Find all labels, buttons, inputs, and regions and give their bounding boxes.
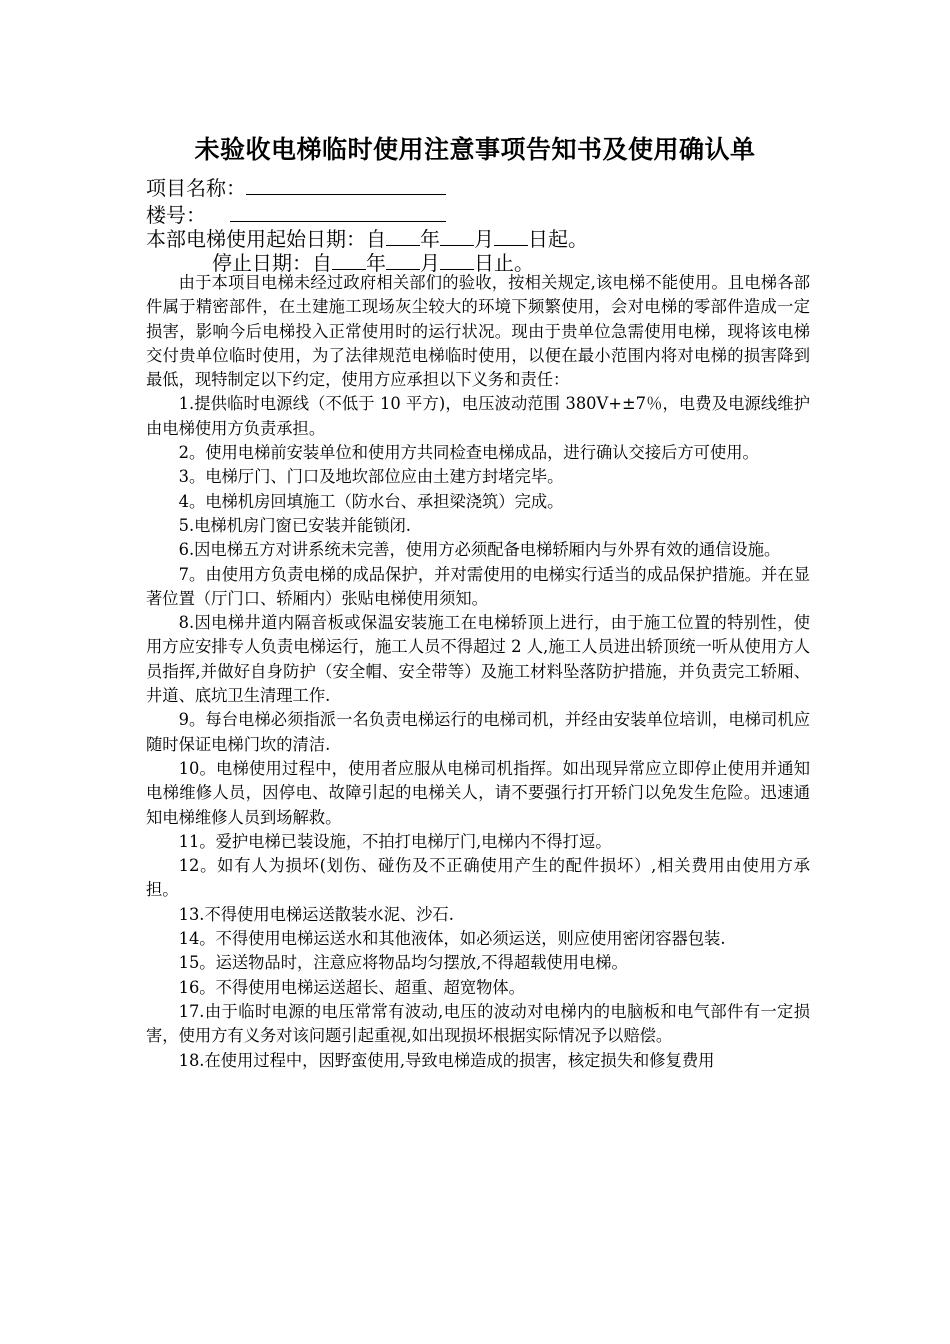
start-day-blank[interactable] xyxy=(494,226,528,246)
clause-3: 3。电梯厅门、门口及地坎部位应由土建方封堵完毕。 xyxy=(178,467,564,487)
start-month-blank[interactable] xyxy=(440,226,474,246)
start-date-label: 本部电梯使用起始日期：自 xyxy=(146,227,386,251)
clause-4: 4。电梯机房回填施工（防水台、承担梁浇筑）完成。 xyxy=(178,491,564,511)
intro-paragraph: 由于本项目电梯未经过政府相关部们的验收，按相关规定,该电梯不能使用。且电梯各部件属于精密部件，在土建施工现场灰尘较大的环境下频繁使用，会对电梯的零部件造成一定损害，影响今后电梯投入正常使用时的运行状况。现由于贵单位急需使用电梯，现将该电梯交付贵单位临时使用，为了法律规范电梯临时使用，以便在最小范围内将对电梯的损害降到最低，现特制定以下约定，使用方应承担以下义务和责任： xyxy=(146,273,810,390)
stop-day-blank[interactable] xyxy=(440,250,474,270)
document-title: 未验收电梯临时使用注意事项告知书及使用确认单 xyxy=(194,135,756,164)
year-label: 年 xyxy=(366,251,386,275)
month-label: 月 xyxy=(420,251,440,275)
clause-2: 2。使用电梯前安装单位和使用方共同检查电梯成品，进行确认交接后方可使用。 xyxy=(178,443,759,463)
building-number-blank[interactable] xyxy=(230,202,446,222)
clause-9: 9。每台电梯必须指派一名负责电梯运行的电梯司机，并经由安装单位培训，电梯司机应随时保证电梯门坎的清洁. xyxy=(146,710,810,754)
clause-13: 13.不得使用电梯运送散装水泥、沙石. xyxy=(178,904,454,924)
day-start-label: 日起。 xyxy=(528,227,588,251)
project-name-blank[interactable] xyxy=(246,175,446,195)
clause-16: 16。不得使用电梯运送超长、超重、超宽物体。 xyxy=(178,977,525,997)
start-year-blank[interactable] xyxy=(386,226,420,246)
clause-1: 1.提供临时电源线（不低于 10 平方)，电压波动范围 380V+±7％，电费及电源线维护由电梯使用方负责承担。 xyxy=(146,394,810,438)
day-stop-label: 日止。 xyxy=(474,251,534,275)
clause-17: 17.由于临时电源的电压常常有波动,电压的波动对电梯内的电脑板和电气部件有一定损害，使用方有义务对该问题引起重视,如出现损坏根据实际情况予以赔偿。 xyxy=(146,1001,810,1046)
stop-year-blank[interactable] xyxy=(332,250,366,270)
building-number-line xyxy=(146,202,446,228)
notice-body xyxy=(146,271,810,1073)
clause-14: 14。不得使用电梯运送水和其他液体，如必须运送，则应使用密闭容器包装. xyxy=(178,929,726,949)
clause-11: 11。爱护电梯已装设施，不拍打电梯厅门,电梯内不得打逗。 xyxy=(178,831,612,851)
start-date-line xyxy=(146,226,588,252)
clause-8: 8.因电梯井道内隔音板或保温安装施工在电梯轿顶上进行，由于施工位置的特别性，使用方应安排专人负责电梯运行，施工人员不得超过 2 人,施工人员进出轿顶统一听从使用方人员指挥,并做好自身防护（安全帽、安全带等）及施工材料坠落防护措施，并负责完工轿厢、井道、底坑卫生清理工作. xyxy=(146,613,810,706)
project-name-line xyxy=(146,175,446,201)
clause-6: 6.因电梯五方对讲系统未完善，使用方必须配备电梯轿厢内与外界有效的通信设施。 xyxy=(178,540,781,560)
stop-month-blank[interactable] xyxy=(386,250,420,270)
clause-5: 5.电梯机房门窗已安装并能锁闭. xyxy=(178,515,411,535)
month-label: 月 xyxy=(474,227,494,251)
clause-15: 15。运送物品时，注意应将物品均匀摆放,不得超载使用电梯。 xyxy=(178,953,628,973)
year-label: 年 xyxy=(420,227,440,251)
clause-18: 18.在使用过程中，因野蛮使用,导致电梯造成的损害，核定损失和修复费用 xyxy=(178,1050,715,1070)
stop-date-label: 停止日期：自 xyxy=(212,251,332,275)
project-name-label: 项目名称： xyxy=(146,176,246,200)
clause-12: 12。如有人为损坏(划伤、碰伤及不正确使用产生的配件损坏）,相关费用由使用方承担。 xyxy=(146,856,810,900)
building-number-label: 楼号： xyxy=(146,203,206,227)
clause-7: 7。由使用方负责电梯的成品保护，并对需使用的电梯实行适当的成品保护措施。并在显著位置（厅门口、轿厢内）张贴电梯使用须知。 xyxy=(146,564,810,608)
clause-10: 10。电梯使用过程中，使用者应服从电梯司机指挥。如出现异常应立即停止使用并通知电梯维修人员，因停电、故障引起的电梯关人，请不要强行打开轿门以免发生危险。迅速通知电梯维修人员到场解救。 xyxy=(146,758,810,827)
